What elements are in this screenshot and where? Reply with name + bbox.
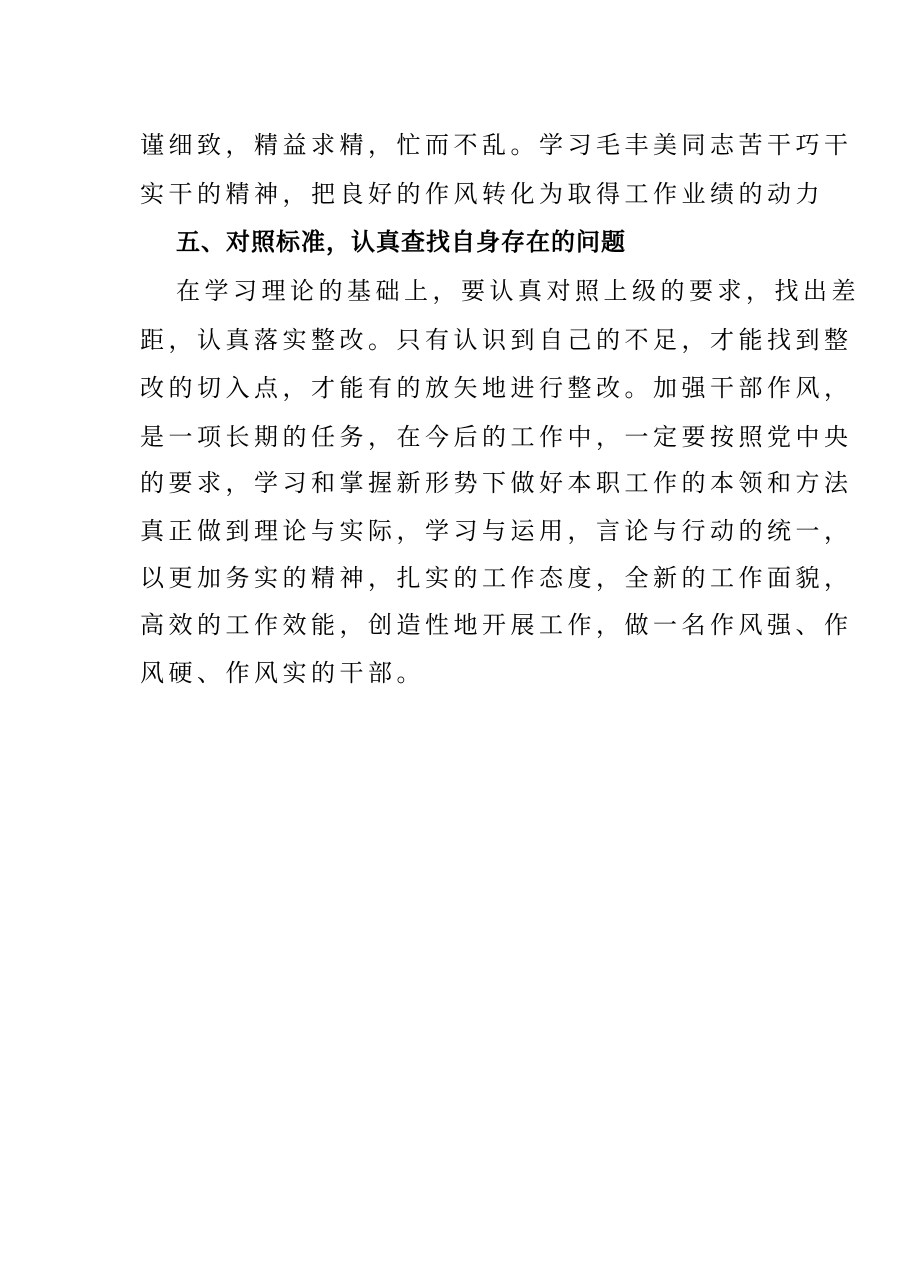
paragraph-line: 以更加务实的精神，扎实的工作态度，全新的工作面貌， <box>140 564 853 592</box>
paragraph-line: 是一项长期的任务，在今后的工作中，一定要按照党中央 <box>140 423 853 451</box>
text-line: 实干的精神，把良好的作风转化为取得工作业绩的动力 <box>140 180 824 208</box>
paragraph-line: 真正做到理论与实际，学习与运用，言论与行动的统一， <box>140 517 853 545</box>
section-heading: 五、对照标准，认真查找自身存在的问题 <box>176 227 626 256</box>
text-line: 谨细致，精益求精，忙而不乱。学习毛丰美同志苦干巧干 <box>140 131 853 159</box>
paragraph-line: 距，认真落实整改。只有认识到自己的不足，才能找到整 <box>140 326 853 354</box>
paragraph-line: 在学习理论的基础上，要认真对照上级的要求，找出差 <box>176 277 860 305</box>
paragraph-line: 的要求，学习和掌握新形势下做好本职工作的本领和方法 <box>140 469 853 497</box>
paragraph-line: 高效的工作效能，创造性地开展工作，做一名作风强、作 <box>140 611 853 639</box>
paragraph-line: 风硬、作风实的干部。 <box>140 659 425 687</box>
paragraph-line: 改的切入点，才能有的放矢地进行整改。加强干部作风， <box>140 374 853 402</box>
